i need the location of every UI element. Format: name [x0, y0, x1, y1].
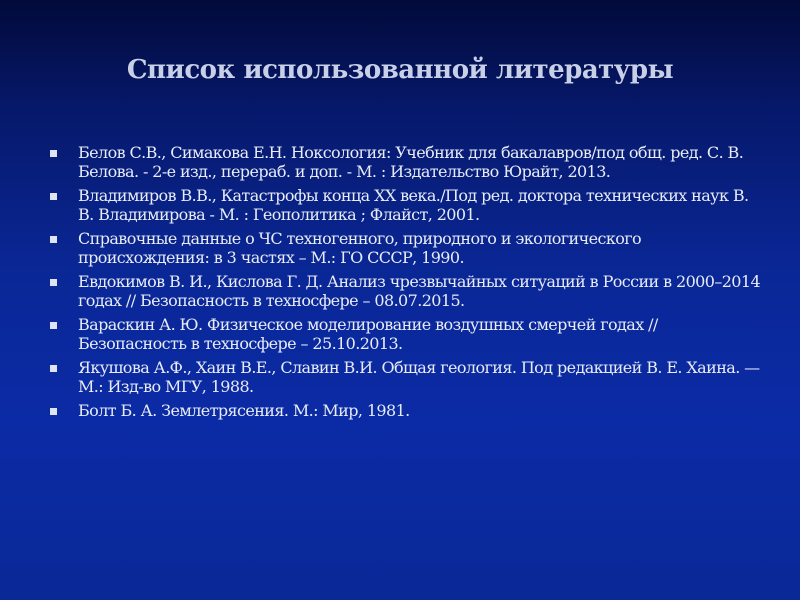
square-bullet-icon [50, 236, 57, 243]
list-item [46, 229, 761, 267]
list-item [46, 272, 761, 310]
reference-text: Якушова А.Ф., Хаин В.Е., Славин В.И. Общая геология. Под редакцией В. Е. Хаина. — М.: Изд-во МГУ, 1988. [78, 358, 760, 396]
reference-text: Евдокимов В. И., Кислова Г. Д. Анализ чрезвычайных ситуаций в России в 2000–2014 годах // Безопасность в техносфере – 08.07.2015. [78, 272, 761, 310]
reference-text: Справочные данные о ЧС техногенного, природного и экологического происхождения: в 3 частях – М.: ГО СССР, 1990. [78, 229, 642, 267]
square-bullet-icon [50, 322, 57, 329]
reference-text: Владимиров В.В., Катастрофы конца XX века./Под ред. доктора технических наук В. В. Владимирова - М. : Геополитика ; Флайст, 2001. [78, 186, 749, 224]
square-bullet-icon [50, 279, 57, 286]
slide-title: Список использованной литературы [126, 55, 674, 85]
bibliography-list [46, 143, 761, 425]
reference-text: Вараскин А. Ю. Физическое моделирование воздушных смерчей годах // Безопасность в техносфере – 25.10.2013. [78, 315, 658, 353]
list-item [46, 315, 761, 353]
square-bullet-icon [50, 193, 57, 200]
list-item [46, 186, 761, 224]
list-item [46, 358, 761, 396]
square-bullet-icon [50, 365, 57, 372]
list-item [46, 143, 761, 181]
list-item [46, 401, 761, 420]
square-bullet-icon [50, 150, 57, 157]
square-bullet-icon [50, 408, 57, 415]
reference-text: Белов С.В., Симакова Е.Н. Ноксология: Учебник для бакалавров/под общ. ред. С. В. Белова. - 2-е изд., перераб. и доп. - М. : Издательство Юрайт, 2013. [78, 143, 744, 181]
reference-text: Болт Б. А. Землетрясения. М.: Мир, 1981. [78, 401, 410, 420]
